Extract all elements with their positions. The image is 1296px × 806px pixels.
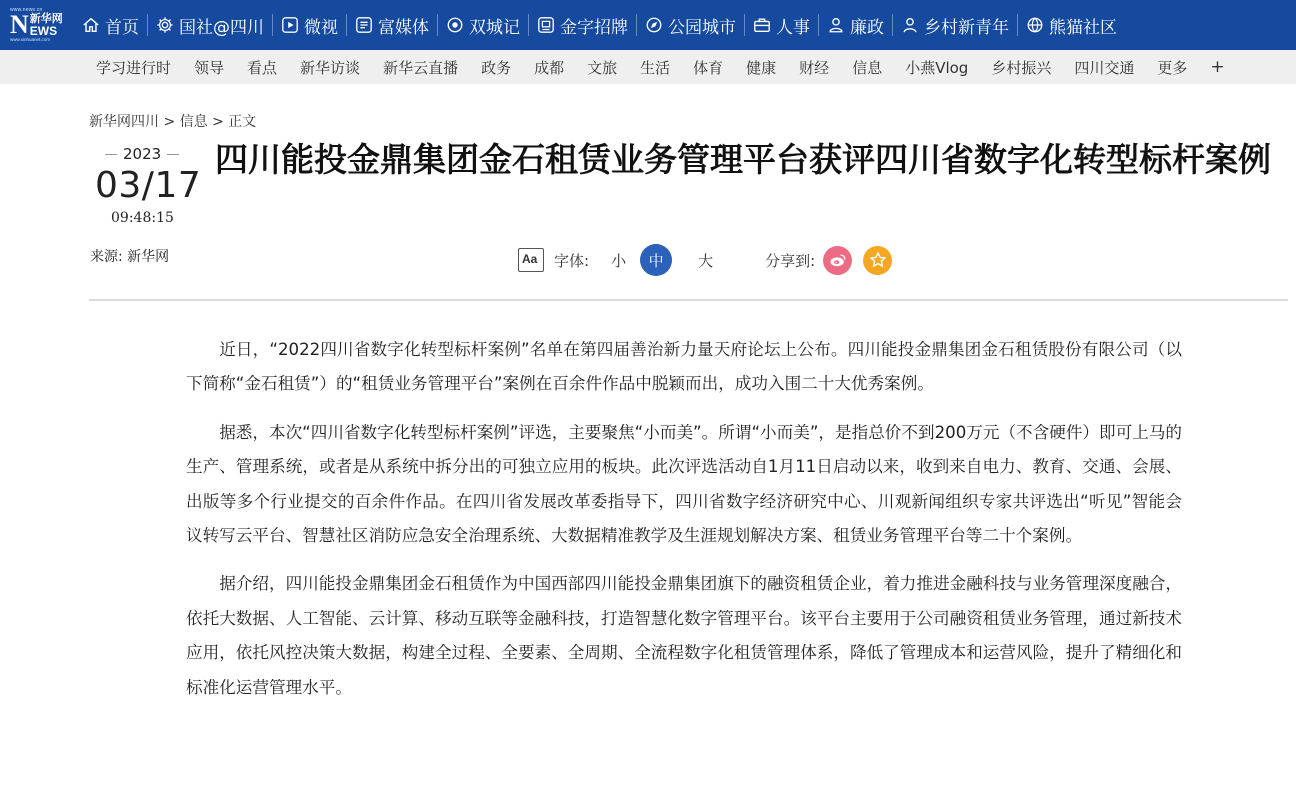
nav-lianzheng[interactable]: 廉政	[819, 0, 892, 50]
sub-nav	[0, 50, 1296, 84]
publish-date	[89, 145, 219, 266]
subnav-tiyu[interactable]: 体育	[693, 58, 724, 77]
nav-gongyuanchengshi[interactable]: 公园城市	[637, 0, 744, 50]
nav-guoshe-sichuan[interactable]: 国社@四川	[148, 0, 272, 50]
share-favorite-button[interactable]	[863, 246, 892, 275]
subnav-jiankang[interactable]: 健康	[746, 58, 777, 77]
breadcrumb-current: 正文	[228, 114, 257, 130]
article-paragraph: 据悉，本次“四川省数字化转型标杆案例”评选，主要聚焦“小而美”。所谓“小而美”，是指总价不到200万元（不含硬件）即可上马的生产、管理系统，或者是从系统中拆分出的可独立应用的板块。此次评选活动自1月11日启动以来，收到来自电力、教育、交通、会展、出版等多个行业提交的百余件作品。在四川省发展改革委指导下，四川省数字经济研究中心、川观新闻组织专家共评选出“听见”智能会议转写云平台、智慧社区消防应急安全治理系统、大数据精准教学及生涯规划解决方案、租赁业务管理平台等二十个案例。	[186, 422, 1182, 546]
user-icon	[901, 16, 919, 34]
article-title: 四川能投金鼎集团金石租赁业务管理平台获评四川省数字化转型标杆案例	[215, 140, 1271, 179]
nav-fumeiti[interactable]: 富媒体	[347, 0, 437, 50]
subnav-wenlv[interactable]: 文旅	[587, 58, 618, 77]
weibo-icon	[829, 252, 847, 268]
article-paragraph: 近日，“2022四川省数字化转型标杆案例”名单在第四届善治新力量天府论坛上公布。四川能投金鼎集团金石租赁股份有限公司（以下简称“金石租赁”）的“租赁业务管理平台”案例在百余件作品中脱颖而出，成功入围二十大优秀案例。	[186, 340, 1182, 394]
publish-month-day: 03/17	[95, 165, 202, 206]
logo-small-text: www.news.cn	[10, 7, 43, 13]
star-icon	[869, 251, 887, 269]
font-size-icon: Aa	[518, 248, 544, 272]
logo-ws-text: EWS	[29, 24, 58, 38]
globe-icon	[1026, 16, 1044, 34]
nav-home[interactable]: 首页	[74, 0, 147, 50]
subnav-caijing[interactable]: 财经	[799, 58, 830, 77]
subnav-sichuanjiaotong[interactable]: 四川交通	[1074, 58, 1135, 77]
breadcrumb	[89, 111, 256, 131]
xinhua-logo[interactable]	[0, 0, 74, 50]
subnav-kandian[interactable]: 看点	[247, 58, 278, 77]
subnav-xinhuayunzhibo[interactable]: 新华云直播	[383, 58, 459, 77]
year-dash-left	[105, 154, 117, 155]
share-weibo-button[interactable]	[823, 246, 852, 275]
nav-xiongmaoshequ[interactable]: 熊猫社区	[1018, 0, 1125, 50]
subnav-plus-button[interactable]: +	[1210, 57, 1225, 77]
logo-letter: N	[10, 10, 29, 39]
person-icon	[827, 16, 845, 34]
subnav-xinhuafangtan[interactable]: 新华访谈	[300, 58, 361, 77]
publish-time: 09:48:15	[111, 210, 174, 226]
subnav-more[interactable]: 更多	[1157, 58, 1188, 77]
breadcrumb-section[interactable]: 信息	[179, 114, 208, 130]
subnav-xinxi[interactable]: 信息	[852, 58, 883, 77]
publish-year: 2023	[123, 145, 162, 163]
subnav-zhengwu[interactable]: 政务	[481, 58, 512, 77]
nav-jinzizhaopai[interactable]: 金字招牌	[529, 0, 636, 50]
briefcase-icon	[753, 16, 771, 34]
subnav-chengdu[interactable]: 成都	[534, 58, 565, 77]
top-nav	[0, 0, 1296, 50]
font-size-small-button[interactable]: 小	[611, 251, 627, 270]
subnav-xuexijinxingshi[interactable]: 学习进行时	[96, 58, 172, 77]
breadcrumb-home[interactable]: 新华网四川	[89, 114, 159, 130]
nav-xiangcunxinqingnian[interactable]: 乡村新青年	[893, 0, 1017, 50]
nav-renshi[interactable]: 人事	[745, 0, 818, 50]
subnav-xiaoyanvlog[interactable]: 小燕Vlog	[905, 58, 969, 77]
breadcrumb-separator: >	[159, 114, 180, 130]
media-icon	[355, 16, 373, 34]
logo-url-text: www.xinhuanet.com	[10, 37, 51, 42]
subnav-shenghuo[interactable]: 生活	[640, 58, 671, 77]
header-divider	[89, 299, 1288, 301]
nav-shuangchengji[interactable]: 双城记	[438, 0, 528, 50]
compass-icon	[645, 16, 663, 34]
gear-icon	[156, 16, 174, 34]
subnav-xiangcunzhenxing[interactable]: 乡村振兴	[991, 58, 1052, 77]
font-size-label: 字体:	[554, 251, 590, 270]
article-body	[186, 333, 1182, 719]
signboard-icon	[537, 16, 555, 34]
home-icon	[82, 16, 100, 34]
subnav-lingdao[interactable]: 领导	[194, 58, 225, 77]
font-size-medium-button[interactable]: 中	[640, 244, 672, 276]
font-size-large-button[interactable]: 大	[698, 251, 714, 270]
share-label: 分享到:	[765, 251, 816, 270]
nav-weishi[interactable]: 微视	[273, 0, 346, 50]
article-source: 来源: 新华网	[90, 249, 170, 265]
play-icon	[281, 16, 299, 34]
article-paragraph: 据介绍，四川能投金鼎集团金石租赁作为中国西部四川能投金鼎集团旗下的融资租赁企业，着力推进金融科技与业务管理深度融合，依托大数据、人工智能、云计算、移动互联等金融科技，打造智慧化数字管理平台。该平台主要用于公司融资租赁业务管理，通过新技术应用，依托风控决策大数据，构建全过程、全要素、全周期、全流程数字化租赁管理体系，降低了管理成本和运营风险，提升了精细化和标准化运营管理水平。	[186, 574, 1182, 697]
breadcrumb-separator: >	[207, 114, 229, 130]
article-tools	[518, 245, 892, 275]
location-icon	[446, 16, 464, 34]
logo-cn-text: 新华网	[29, 12, 63, 25]
year-dash-right	[167, 154, 179, 155]
